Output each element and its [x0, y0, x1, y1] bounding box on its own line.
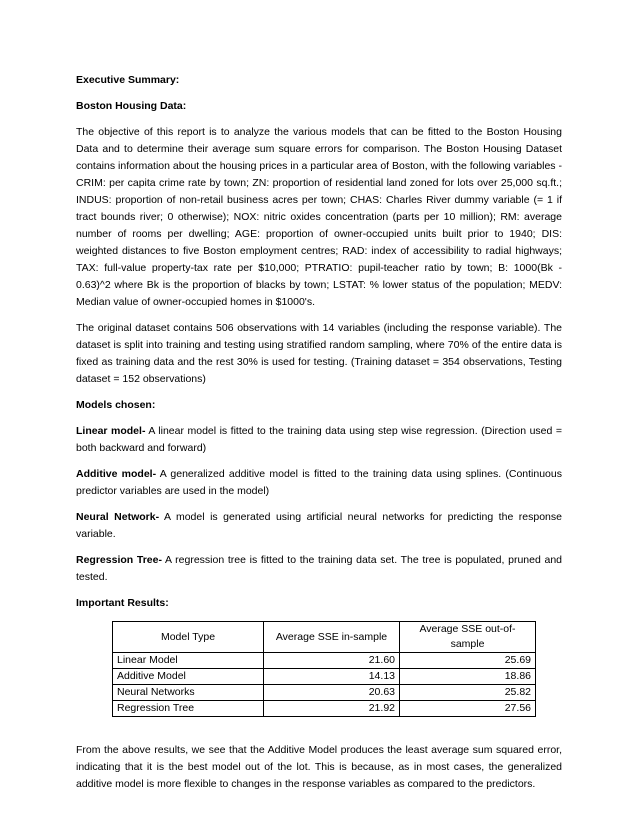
dataset-split-paragraph: The original dataset contains 506 observations with 14 variables (including the response variable). The dataset is split into training and testing using stratified random sampling, where 70% of the entire data is fixed as training data and the rest 30% is used for testing. (Training dataset = 354 observations, Testing dataset = 152 observations)	[76, 322, 562, 385]
model-description: A linear model is fitted to the training data using step wise regression. (Direction used = both backward and forward)	[76, 425, 562, 454]
model-regression-tree	[76, 552, 562, 586]
sse-out-of-sample-cell: 18.86	[400, 669, 536, 685]
objective-paragraph: The objective of this report is to analyze the various models that can be fitted to the Boston Housing Data and to determine their average sum square errors for comparison. The Boston Housing Dataset contains information about the housing prices in a particular area of Boston, with the following variables - CRIM: per capita crime rate by town; ZN: proportion of residential land zoned for lots over 25,000 sq.ft.; INDUS: proportion of non-retail business acres per town; CHAS: Charles River dummy variable (= 1 if tract bounds river; 0 otherwise); NOX: nitric oxides concentration (parts per 10 million); RM: average number of rooms per dwelling; AGE: proportion of owner-occupied units built prior to 1940; DIS: weighted distances to five Boston employment centres; RAD: index of accessibility to radial highways; TAX: full-value property-tax rate per $10,000; PTRATIO: pupil-teacher ratio by town; B: 1000(Bk - 0.63)^2 where Bk is the proportion of blacks by town; LSTAT: % lower status of the population; MEDV: Median value of owner-occupied homes in $1000's.	[76, 126, 562, 308]
table-row	[113, 669, 536, 685]
column-header: Model Type	[113, 622, 264, 653]
table-row	[113, 653, 536, 669]
model-name: Regression Tree-	[76, 554, 162, 566]
column-header: Average SSE in-sample	[264, 622, 400, 653]
sse-in-sample-cell: 21.60	[264, 653, 400, 669]
table-header-row	[113, 622, 536, 653]
dataset-heading: Boston Housing Data:	[76, 100, 187, 112]
column-header: Average SSE out-of-sample	[400, 622, 536, 653]
model-name: Neural Network-	[76, 511, 160, 523]
executive-summary-heading: Executive Summary:	[76, 74, 180, 86]
table-row	[113, 685, 536, 701]
models-chosen-heading: Models chosen:	[76, 399, 156, 411]
model-type-cell: Linear Model	[113, 653, 264, 669]
sse-out-of-sample-cell: 27.56	[400, 701, 536, 717]
conclusion-paragraph: From the above results, we see that the Additive Model produces the least average sum squared error, indicating that it is the best model out of the lot. This is because, as in most cases, the generalized additive model is more flexible to changes in the response variables as compared to the predictors.	[76, 744, 562, 790]
model-description: A regression tree is fitted to the training data set. The tree is populated, pruned and tested.	[76, 554, 562, 583]
table-row	[113, 701, 536, 717]
sse-out-of-sample-cell: 25.82	[400, 685, 536, 701]
results-table	[112, 621, 536, 717]
model-linear	[76, 423, 562, 457]
model-name: Additive model-	[76, 468, 157, 480]
sse-in-sample-cell: 14.13	[264, 669, 400, 685]
model-name: Linear model-	[76, 425, 146, 437]
model-type-cell: Regression Tree	[113, 701, 264, 717]
model-type-cell: Neural Networks	[113, 685, 264, 701]
model-description: A generalized additive model is fitted to the training data using splines. (Continuous predictor variables are used in the model)	[76, 468, 562, 497]
model-type-cell: Additive Model	[113, 669, 264, 685]
model-additive	[76, 466, 562, 500]
sse-out-of-sample-cell: 25.69	[400, 653, 536, 669]
important-results-heading: Important Results:	[76, 597, 169, 609]
sse-in-sample-cell: 21.92	[264, 701, 400, 717]
sse-in-sample-cell: 20.63	[264, 685, 400, 701]
model-description: A model is generated using artificial neural networks for predicting the response variable.	[76, 511, 562, 540]
model-neural-network	[76, 509, 562, 543]
document-page	[76, 72, 562, 802]
